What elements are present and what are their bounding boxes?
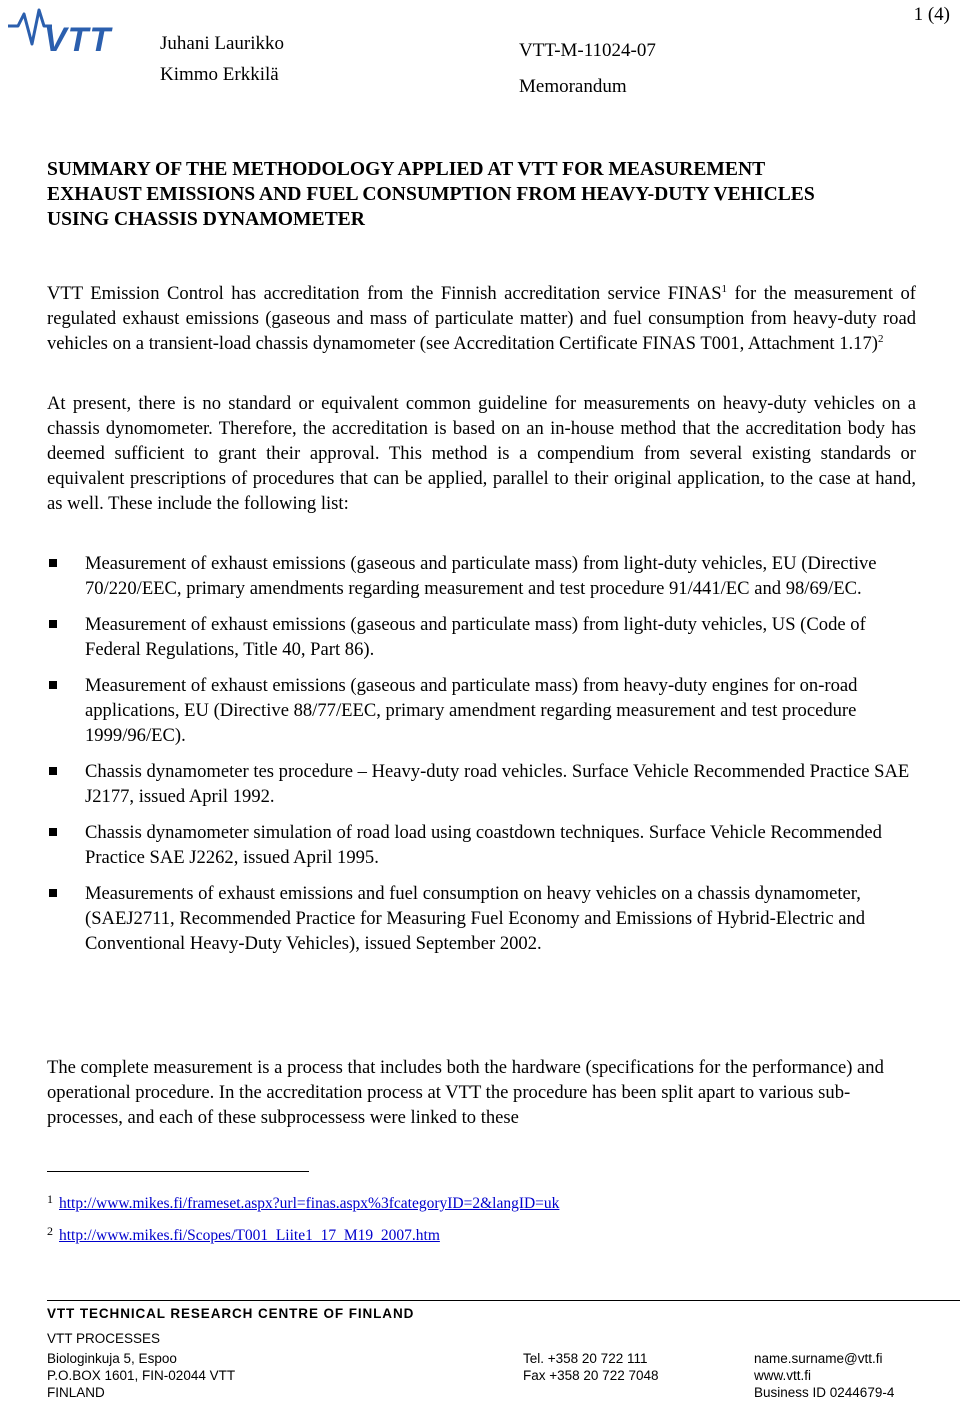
vtt-logo bbox=[6, 4, 148, 56]
closing-paragraph: The complete measurement is a process that includes both the hardware (specifications for the performance) and operational procedure. In the accreditation process at VTT the procedure has been split apart to various sub-processes, and each of these subprocessess were linked to these bbox=[47, 1057, 884, 1128]
document-id: VTT-M-11024-07 bbox=[519, 40, 656, 61]
footnote-link-2[interactable]: http://www.mikes.fi/Scopes/T001_Liite1_17_M19_2007.htm bbox=[59, 1227, 440, 1244]
intro-paragraph bbox=[47, 281, 916, 356]
footer-phone bbox=[523, 1350, 659, 1384]
intro-text-1: VTT Emission Control has accreditation from the Finnish accreditation service FINAS bbox=[47, 283, 722, 304]
author-2: Kimmo Erkkilä bbox=[160, 64, 279, 85]
bullet-icon bbox=[49, 620, 57, 628]
bullet-icon bbox=[49, 828, 57, 836]
footer-divider bbox=[47, 1300, 960, 1301]
footnote-ref-1[interactable]: 1 bbox=[721, 282, 728, 295]
phone-line: Tel. +358 20 722 111 bbox=[523, 1351, 648, 1366]
title-line: USING CHASSIS DYNAMOMETER bbox=[47, 209, 365, 230]
footnote-2 bbox=[47, 1226, 440, 1246]
website-line: www.vtt.fi bbox=[754, 1368, 812, 1383]
author-1: Juhani Laurikko bbox=[160, 33, 285, 54]
footnote-divider bbox=[47, 1171, 309, 1172]
business-id-line: Business ID 0244679-4 bbox=[754, 1385, 895, 1400]
title-line: SUMMARY OF THE METHODOLOGY APPLIED AT VTT FOR MEASUREMENT bbox=[47, 159, 766, 180]
footnote-number: 1 bbox=[47, 1192, 53, 1206]
footnote-1 bbox=[47, 1194, 559, 1214]
title-line: EXHAUST EMISSIONS AND FUEL CONSUMPTION FROM HEAVY-DUTY VEHICLES bbox=[47, 184, 815, 205]
address-line: Biologinkuja 5, Espoo bbox=[47, 1351, 177, 1366]
list-item bbox=[47, 881, 917, 956]
footer-unit: VTT PROCESSES bbox=[47, 1331, 161, 1346]
list-item bbox=[47, 820, 917, 870]
bullet-icon bbox=[49, 889, 57, 897]
intro-text-2: for the measurement of regulated exhaust emissions (gaseous and mass of particulate matter) and fuel consumption from heavy-duty road vehicles on a transient-load chassis dynamometer (see Accreditation Certificate FINAS T001, Attachment 1.17) bbox=[47, 283, 916, 354]
logo-text: VTT bbox=[44, 21, 112, 56]
bullet-icon bbox=[49, 767, 57, 775]
list-item bbox=[47, 673, 917, 748]
bullet-icon bbox=[49, 681, 57, 689]
footer-contact bbox=[754, 1350, 894, 1401]
body-paragraph: At present, there is no standard or equivalent common guideline for measurements on heavy-duty vehicles on a chassis dynomometer. Therefore, the accreditation is based on an in-house method that the accreditation body has deemed sufficient to grant their approval. This method is a compendium from several existing standards or equivalent prescriptions of procedures that can be applied, parallel to their original application, to the case at hand, as well. These include the following list: bbox=[47, 393, 916, 514]
fax-line: Fax +358 20 722 7048 bbox=[523, 1368, 659, 1383]
list-item-text: Measurement of exhaust emissions (gaseous and particulate mass) from heavy-duty engines for on-road applications, EU (Directive 88/77/EEC, primary amendment regarding measurement and test procedure 1999/96/EC). bbox=[85, 675, 858, 746]
email-line: name.surname@vtt.fi bbox=[754, 1351, 883, 1366]
address-line: FINLAND bbox=[47, 1385, 105, 1400]
footnote-link-1[interactable]: http://www.mikes.fi/frameset.aspx?url=finas.aspx%3fcategoryID=2&langID=uk bbox=[59, 1195, 560, 1212]
list-item bbox=[47, 551, 917, 601]
footnote-ref-2[interactable]: 2 bbox=[877, 332, 884, 345]
list-item-text: Measurements of exhaust emissions and fuel consumption on heavy vehicles on a chassis dynamometer, (SAEJ2711, Recommended Practice for Measuring Fuel Economy and Emissions of Hybrid-Electric and Conventional Heavy-Duty Vehicles), issued September 2002. bbox=[85, 883, 866, 954]
footer-organization: VTT TECHNICAL RESEARCH CENTRE OF FINLAND bbox=[47, 1306, 415, 1321]
list-item bbox=[47, 612, 917, 662]
list-item-text: Chassis dynamometer simulation of road load using coastdown techniques. Surface Vehicle Recommended Practice SAE J2262, issued April 1995. bbox=[85, 822, 882, 868]
bullet-icon bbox=[49, 559, 57, 567]
document-type: Memorandum bbox=[519, 76, 627, 97]
address-line: P.O.BOX 1601, FIN-02044 VTT bbox=[47, 1368, 236, 1383]
list-item-text: Chassis dynamometer tes procedure – Heavy-duty road vehicles. Surface Vehicle Recommended Practice SAE J2177, issued April 1992. bbox=[85, 761, 910, 807]
list-item-text: Measurement of exhaust emissions (gaseous and particulate mass) from light-duty vehicles, US (Code of Federal Regulations, Title 40, Part 86). bbox=[85, 614, 866, 660]
footnote-number: 2 bbox=[47, 1224, 53, 1238]
list-item bbox=[47, 759, 917, 809]
standards-list bbox=[47, 551, 917, 967]
document-title bbox=[47, 157, 927, 232]
page-number: 1 (4) bbox=[913, 4, 950, 25]
footer-address bbox=[47, 1350, 235, 1401]
list-item-text: Measurement of exhaust emissions (gaseous and particulate mass) from light-duty vehicles, EU (Directive 70/220/EEC, primary amendments regarding measurement and test procedure 91/441/EC and 98/69/EC. bbox=[85, 553, 877, 599]
